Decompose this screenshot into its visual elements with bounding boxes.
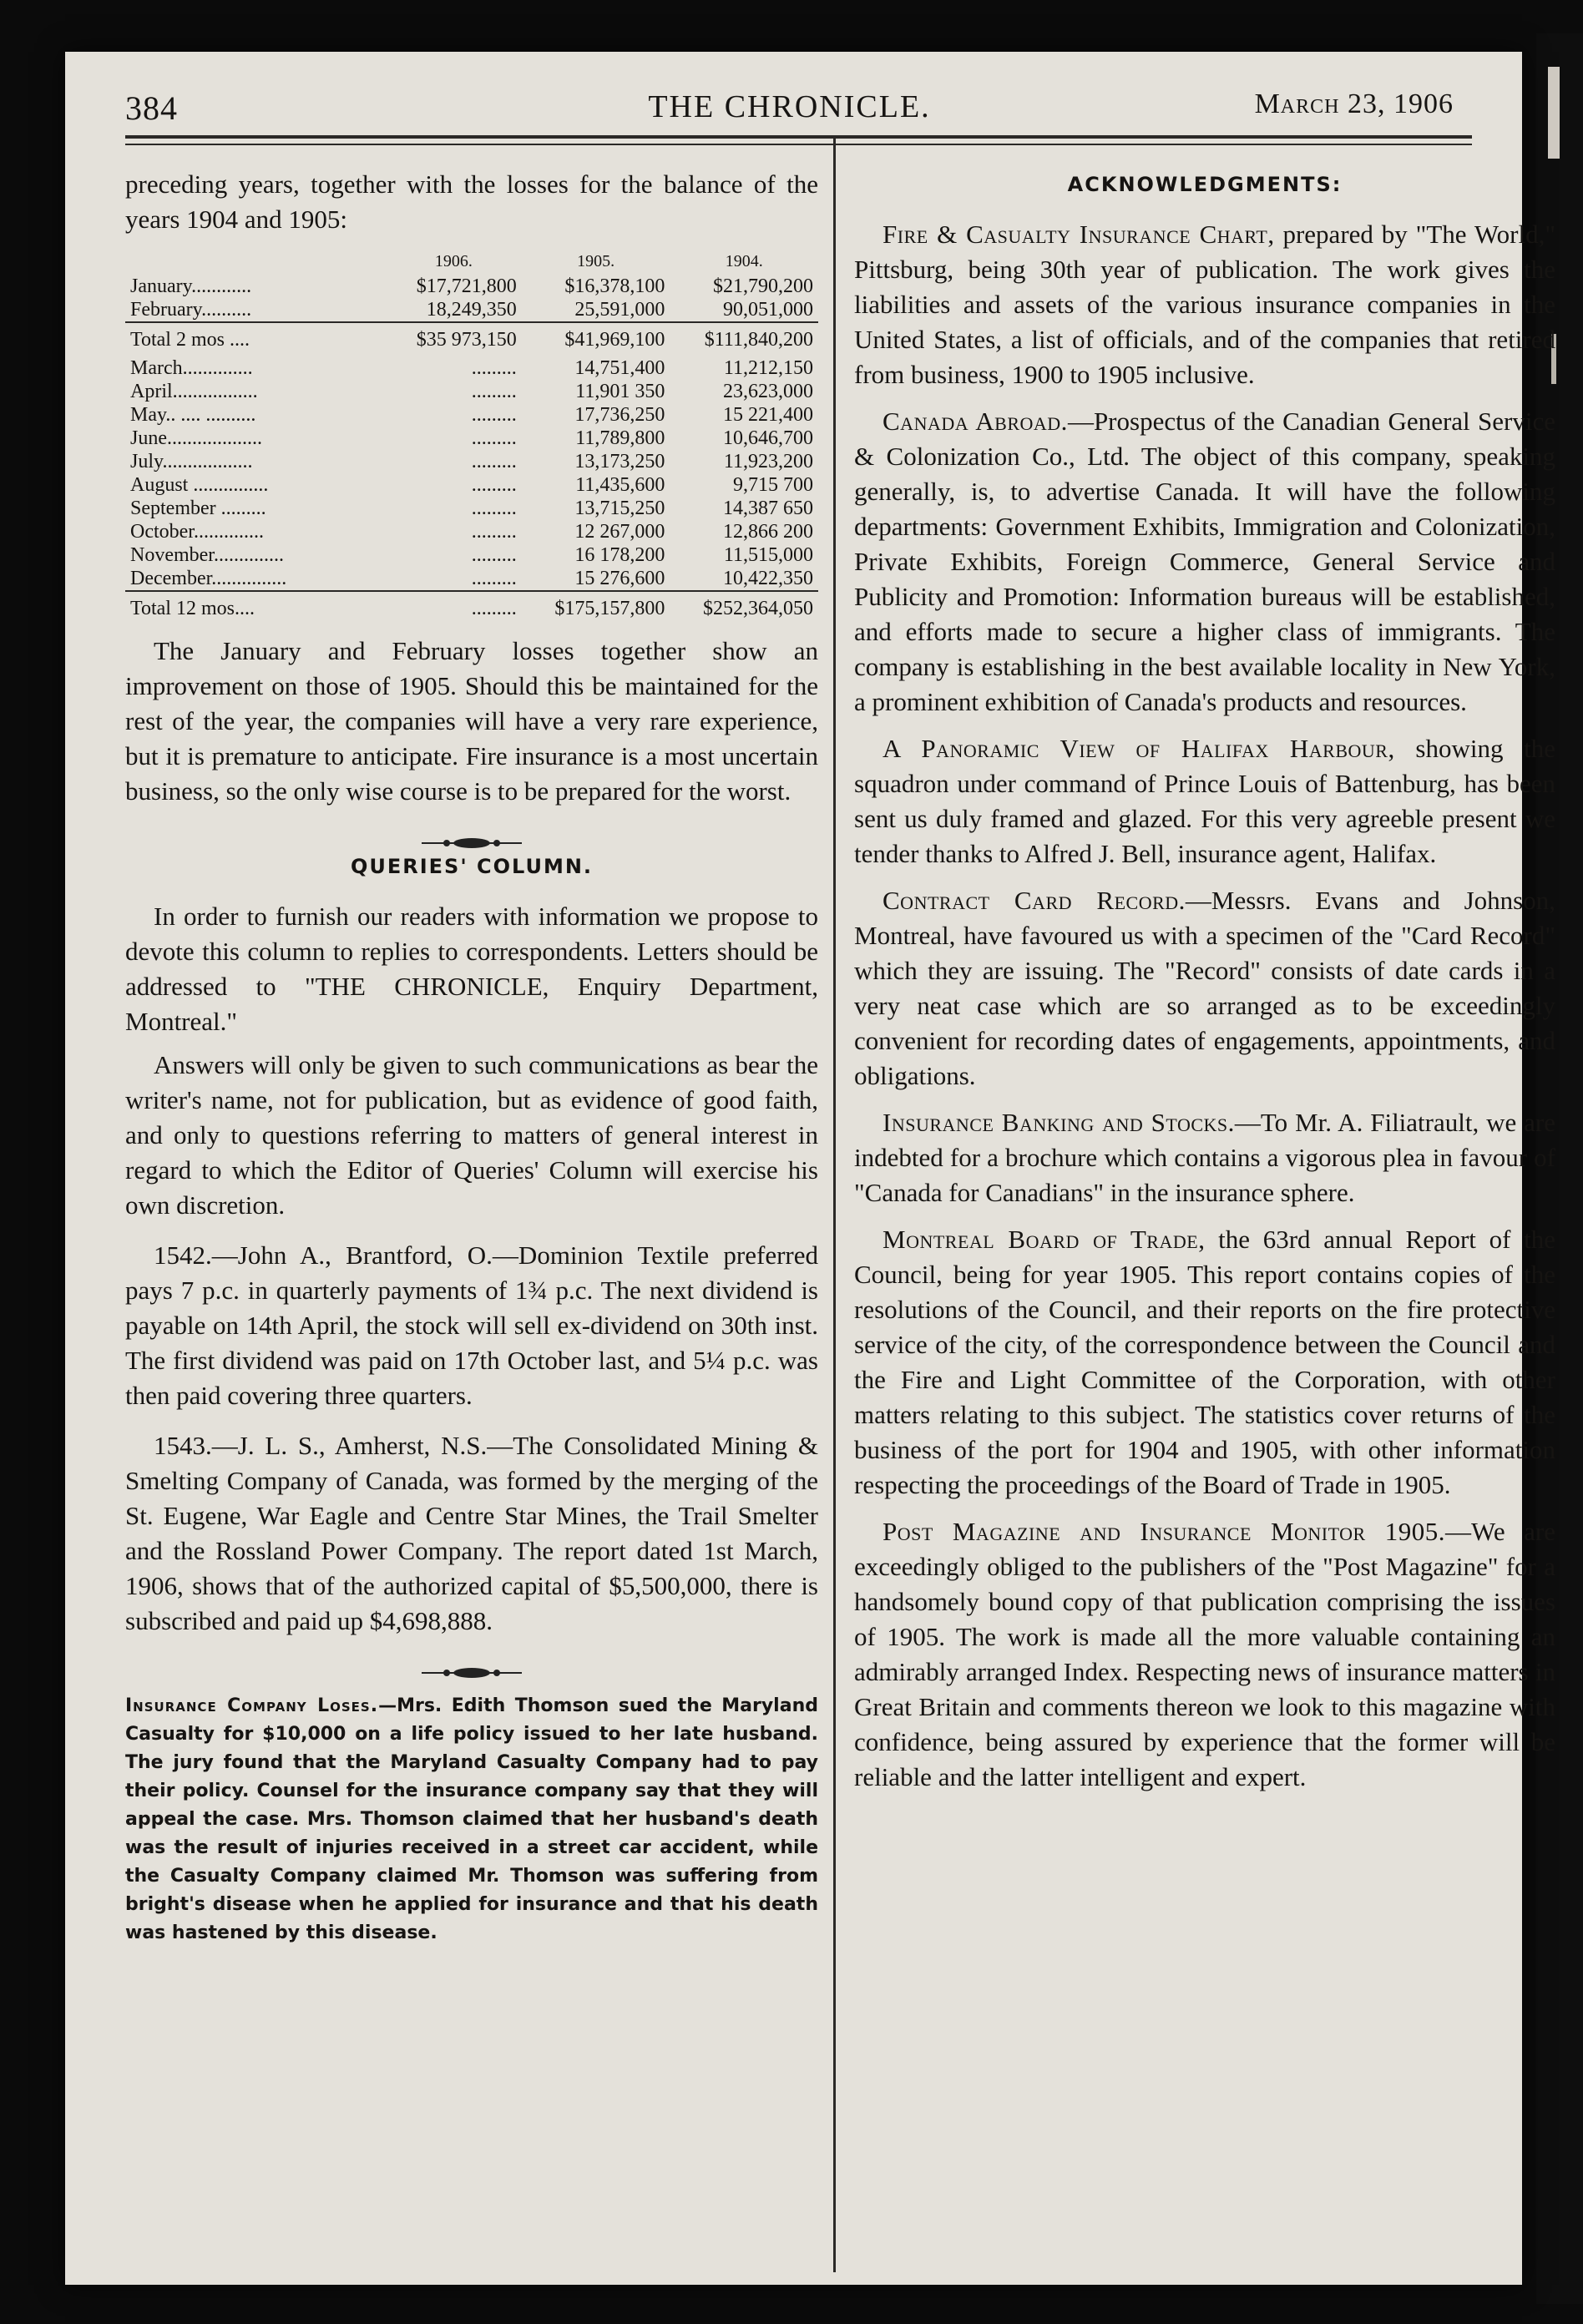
loss-value: 11,515,000	[723, 544, 813, 566]
query-1543: 1543.—J. L. S., Amherst, N.S.—The Consolidated Mining & Smelting Company of Canada, was formed by the merging of the St. Eugene, War Eagle and Centre Star Mines, the Trail Smelter and the Rossland Power Company. The report dated 1st March, 1906, shows that of the authorized capital of $5,500,000, there is subscribed and paid up $4,698,888.	[125, 1431, 818, 1635]
table-row	[125, 298, 818, 322]
table-row	[125, 403, 818, 427]
loss-value: 13,715,250	[574, 498, 665, 519]
table-row	[125, 380, 818, 403]
loss-value: $16,378,100	[564, 275, 665, 297]
issue-date: March 23, 1906	[1254, 88, 1454, 119]
loss-value: 16 178,200	[574, 544, 665, 566]
header-rule	[125, 135, 1472, 139]
loss-value: .........	[471, 357, 517, 379]
loss-value: 11,789,800	[575, 427, 665, 449]
left-column	[125, 167, 818, 1948]
queries-heading: QUERIES' COLUMN.	[350, 855, 594, 878]
news-note-lead: Insurance Company Loses.	[125, 1695, 379, 1716]
loss-value: 15 276,600	[574, 568, 665, 589]
table-row	[125, 450, 818, 473]
loss-value: $252,364,050	[670, 591, 818, 625]
acknowledgment-lead: Post Magazine and Insurance Monitor 1905.	[883, 1517, 1446, 1546]
row-label: April.................	[130, 381, 258, 402]
ornament-divider	[125, 1654, 818, 1667]
loss-value: .........	[471, 451, 517, 472]
ornament-divider	[125, 824, 818, 837]
queries-paragraph: In order to furnish our readers with information we propose to devote this column to replies to correspondents. Letters should be addressed to "THE CHRONICLE, Enquiry Department, Montreal."	[125, 902, 818, 1036]
table-total-row	[125, 322, 818, 356]
column-header: 1904.	[725, 252, 763, 270]
loss-value: 11,923,200	[723, 451, 813, 472]
row-label: September .........	[130, 498, 266, 519]
loss-value: 12,866 200	[723, 521, 813, 543]
loss-value: 90,051,000	[723, 299, 813, 321]
losses-commentary: The January and February losses together show an improvement on those of 1905. Should this be maintained for the rest of the year, the companies will have a very rare experience, but it is premature to anticipate. Fire insurance is a most uncertain business, so the only wise course is to be prepared for the worst.	[125, 636, 818, 806]
ornament-icon	[422, 1666, 522, 1680]
table-row	[125, 567, 818, 591]
acknowledgment-item	[854, 1222, 1555, 1503]
adjacent-page-mark	[1548, 67, 1560, 159]
acknowledgment-lead: Canada Abroad.	[883, 407, 1068, 436]
publication-title: THE CHRONICLE.	[648, 89, 931, 124]
loss-value: 23,623,000	[723, 381, 813, 402]
loss-value: 18,249,350	[426, 299, 517, 321]
column-divider	[833, 135, 836, 2272]
newspaper-page	[65, 52, 1556, 2285]
loss-value: 25,591,000	[574, 299, 665, 321]
loss-value: $175,157,800	[522, 591, 670, 625]
acknowledgment-item	[854, 883, 1555, 1094]
loss-value: .........	[471, 381, 517, 402]
acknowledgments-heading: ACKNOWLEDGMENTS:	[1067, 173, 1343, 196]
row-label: January............	[130, 275, 252, 297]
ornament-icon	[422, 836, 522, 850]
loss-value: 15 221,400	[723, 404, 813, 426]
loss-value: 11,435,600	[575, 474, 665, 496]
queries-paragraph: Answers will only be given to such communications as bear the writer's name, not for publication, but as evidence of good faith, and only to questions referring to matters of general interest in regard to which the Editor of Queries' Column will exercise his own discretion.	[125, 1050, 818, 1220]
row-label: December...............	[130, 568, 287, 589]
acknowledgment-body: showing the squadron under command of Prince Louis of Battenburg, has been sent us duly framed and glazed. For this very agreeble present we tender thanks to Alfred J. Bell, insurance agent, Halifax.	[854, 734, 1555, 868]
loss-value: .........	[471, 404, 517, 426]
row-label: August ...............	[130, 474, 269, 496]
acknowledgment-lead: Insurance Banking and Stocks.	[883, 1108, 1235, 1137]
news-note	[125, 1692, 818, 1948]
loss-value: .........	[471, 474, 517, 496]
acknowledgment-body: —To Mr. A. Filiatrault, we are indebted for a brochure which contains a vigorous plea in favour of "Canada for Canadians" in the insurance sphere.	[854, 1108, 1556, 1207]
acknowledgment-body: —Messrs. Evans and Johnson, Montreal, have favoured us with a specimen of the "Card Record" which they are issuing. The "Record" consists of date cards in a very neat case which are so arranged as to be exceedingly convenient for recording dates of engagements, appointments, and obligations.	[854, 886, 1555, 1090]
acknowledgment-item	[854, 1514, 1555, 1795]
acknowledgment-item	[854, 731, 1555, 872]
acknowledgment-body: the 63rd annual Report of the Council, being for year 1905. This report contains copies of the resolutions of the Council, and their reports on the fire protective service of the city, of the correspondence between the Council and the Fire and Light Committee of the Corporation, with other matters relating to this subject. The statistics cover returns of the business of the port for 1904 and 1905, with other information respecting the proceedings of the Board of Trade in 1905.	[854, 1225, 1555, 1499]
column-header: 1906.	[434, 252, 473, 270]
loss-value: 12 267,000	[574, 521, 665, 543]
row-label: Total 2 mos ....	[125, 322, 386, 356]
loss-value: $21,790,200	[713, 275, 813, 297]
row-label: July..................	[130, 451, 253, 472]
row-label: June...................	[130, 427, 262, 449]
loss-value: $111,840,200	[670, 322, 818, 356]
loss-value: .........	[471, 568, 517, 589]
loss-value: 11,901 350	[575, 381, 665, 402]
acknowledgment-item	[854, 1105, 1555, 1210]
table-row	[125, 275, 818, 298]
loss-value: .........	[386, 591, 522, 625]
query-1542: 1542.—John A., Brantford, O.—Dominion Textile preferred pays 7 p.c. in quarterly payments of 1¾ p.c. The next dividend is payable on 14th April, the stock will sell ex-dividend on 30th inst. The first dividend was paid on 17th October last, and 5¼ p.c. was then paid covering three quarters.	[125, 1240, 818, 1410]
loss-value: 9,715 700	[733, 474, 813, 496]
acknowledgment-body: —We are exceedingly obliged to the publishers of the "Post Magazine" for a handsomely bound copy of that publication comprising the issues of 1905. The work is made all the more valuable containing an admirably arranged Index. Respecting news of insurance matters in Great Britain and comments thereon we look to this magazine with confidence, being assured by experience that the former will be reliable and the latter intelligent and expert.	[854, 1517, 1555, 1791]
acknowledgment-body: prepared by "The World," Pittsburg, being 30th year of publication. The work gives the liabilities and assets of the various insurance companies in the United States, a list of officials, and of the companies that retired from business, 1900 to 1905 inclusive.	[854, 220, 1555, 389]
loss-value: .........	[471, 521, 517, 543]
row-label: November..............	[130, 544, 284, 566]
loss-value: 17,736,250	[574, 404, 665, 426]
acknowledgment-lead: A Panoramic View of Halifax Harbour,	[883, 734, 1395, 763]
row-label: March..............	[130, 357, 253, 379]
acknowledgments-list	[854, 217, 1555, 1795]
table-corner	[125, 249, 386, 275]
page-number: 384	[125, 89, 178, 127]
loss-value: 14,387 650	[723, 498, 813, 519]
right-column	[854, 167, 1555, 1806]
loss-value: .........	[471, 544, 517, 566]
loss-value: 11,212,150	[723, 357, 813, 379]
table-row	[125, 473, 818, 497]
loss-value: 10,422,350	[723, 568, 813, 589]
table-body	[125, 275, 818, 625]
row-label: February..........	[130, 299, 252, 321]
table-row	[125, 543, 818, 567]
row-label: October..............	[130, 521, 264, 543]
losses-intro: preceding years, together with the losses for the balance of the years 1904 and 1905:	[125, 169, 818, 234]
row-label: May.. .... ..........	[130, 404, 256, 426]
acknowledgment-lead: Contract Card Record.	[883, 886, 1186, 915]
loss-value: $35 973,150	[386, 322, 522, 356]
loss-value: $41,969,100	[522, 322, 670, 356]
page-header	[125, 88, 1454, 139]
table-row	[125, 497, 818, 520]
loss-value: $17,721,800	[416, 275, 517, 297]
acknowledgment-item	[854, 404, 1555, 720]
table-header-row	[125, 249, 818, 275]
acknowledgment-lead: Montreal Board of Trade,	[883, 1225, 1206, 1254]
loss-value: 10,646,700	[723, 427, 813, 449]
news-note-body: —Mrs. Edith Thomson sued the Maryland Casualty for $10,000 on a life policy issued to her late husband. The jury found that the Maryland Casualty Company had to pay their policy. Counsel for the insurance company say that they will appeal the case. Mrs. Thomson claimed that her husband's death was the result of injuries received in a street car accident, while the Casualty Company claimed Mr. Thomson was suffering from bright's disease when he applied for insurance and that his death was hastened by this disease.	[125, 1695, 818, 1943]
loss-value: .........	[471, 427, 517, 449]
acknowledgment-lead: Fire & Casualty Insurance Chart,	[883, 220, 1275, 249]
table-row	[125, 356, 818, 380]
acknowledgment-item	[854, 217, 1555, 392]
loss-value: 14,751,400	[574, 357, 665, 379]
table-total-row	[125, 591, 818, 625]
acknowledgment-body: —Prospectus of the Canadian General Service & Colonization Co., Ltd. The object of this company, speaking generally, is, to advertise Canada. It will have the following departments: Government Exhibits, Immigration and Colonization, Private Exhibits, Foreign Commerce, General Service and Publicity and Promotion: Information bureaus will be established, and efforts made to secure a higher class of immigrants. The company is establishing in the best available locality in New York, a prominent exhibition of Canada's products and resources.	[854, 407, 1555, 716]
fire-losses-table	[125, 249, 818, 625]
loss-value: .........	[471, 498, 517, 519]
loss-value: 13,173,250	[574, 451, 665, 472]
table-row	[125, 520, 818, 543]
row-label: Total 12 mos....	[125, 591, 386, 625]
table-row	[125, 427, 818, 450]
column-header: 1905.	[577, 252, 615, 270]
header-rule	[125, 144, 1472, 145]
